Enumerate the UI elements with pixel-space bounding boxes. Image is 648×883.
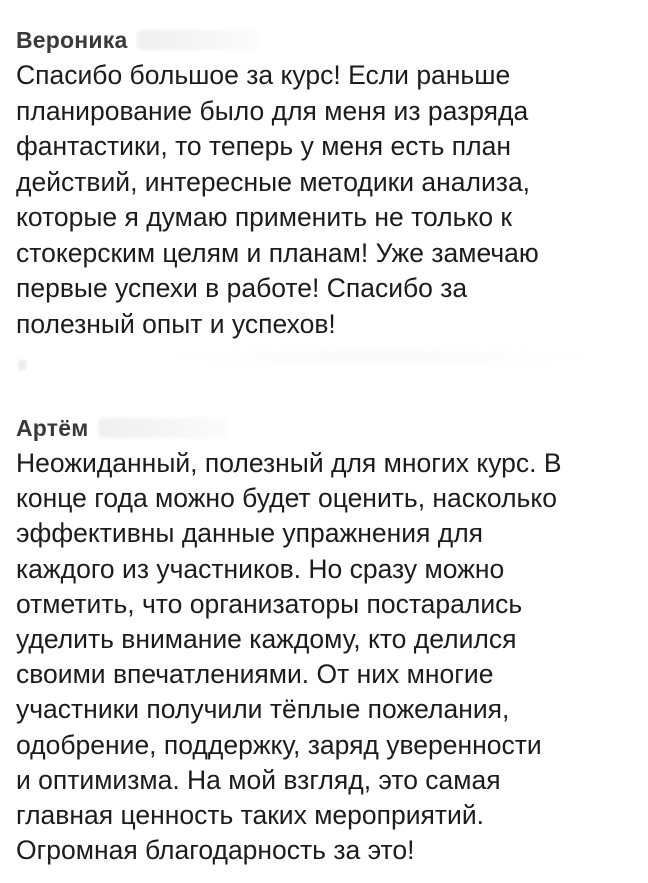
- comment-line: Огромная благодарность за это!: [16, 835, 415, 866]
- comment-line: действий, интересные методики анализа,: [16, 166, 531, 197]
- comment: [16, 410, 636, 868]
- comment-header: [16, 22, 636, 58]
- blurred-footer-mark: [18, 360, 26, 370]
- comment-line: первые успехи в работе! Спасибо за: [16, 273, 468, 303]
- comment-line: Неожиданный, полезный для многих курс. В: [16, 448, 562, 478]
- comment-line: стокерским целям и планам! Уже замечаю: [16, 237, 539, 268]
- comment-line: эффективны данные упражнения для: [16, 518, 484, 549]
- comment-text: [16, 58, 636, 342]
- comment-line: планирование было для меня из разряда: [16, 95, 529, 126]
- comment-line: каждого из участников. Но сразу можно: [16, 553, 505, 584]
- author-name[interactable]: Артём: [16, 414, 89, 441]
- blurred-surname: [98, 418, 228, 438]
- comment-line: уделить внимание каждому, кто делился: [16, 624, 517, 655]
- comment-line: конце года можно будет оценить, насколько: [16, 483, 557, 514]
- comment-line: своими впечатлениями. От них многие: [16, 659, 494, 690]
- comment-text: [16, 446, 636, 868]
- comment-line: фантастики, то теперь у меня есть план: [16, 131, 511, 161]
- comment: [16, 22, 636, 342]
- comment-line: и оптимизма. На мой взгляд, это самая: [16, 764, 501, 795]
- comment-line: Спасибо большое за курс! Если раньше: [16, 60, 511, 90]
- comment-line: участники получили тёплые пожелания,: [16, 694, 510, 725]
- comment-header: [16, 410, 636, 446]
- blurred-footer-mark: [170, 352, 590, 362]
- blurred-surname: [137, 30, 257, 50]
- comment-line: одобрение, поддержку, заряд уверенности: [16, 729, 542, 760]
- comment-line: главная ценность таких мероприятий.: [16, 800, 484, 831]
- comment-line: полезный опыт и успехов!: [16, 308, 336, 339]
- comment-line: которые я думаю применить не только к: [16, 202, 513, 232]
- comment-line: отметить, что организаторы постарались: [16, 588, 523, 619]
- author-name[interactable]: Вероника: [16, 26, 128, 53]
